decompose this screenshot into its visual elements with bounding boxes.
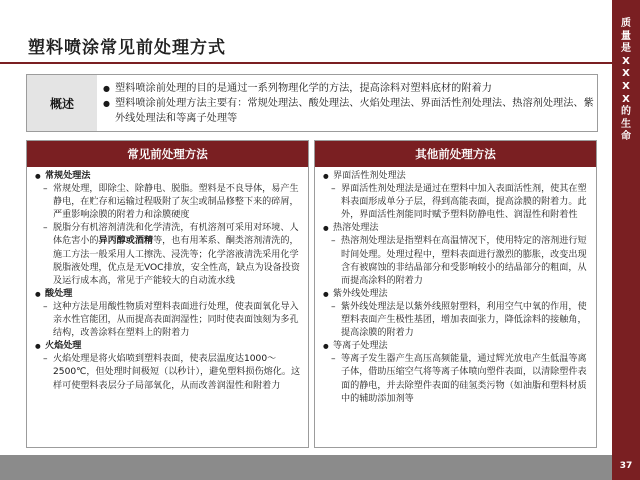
method-title: ● 界面活性剂处理法 (323, 170, 590, 183)
method-desc: – 这种方法是用酸性物质对塑料表面进行处理，使表面氧化导入亲水性官能团，从而提高表面润湿性；同时使表面蚀刻为多孔结构，改善涂料在塑料上的附着力 (35, 301, 302, 340)
desc-text: 脱脂分有机溶剂清洗和化学清洗，有机溶剂可采用对环境、人体危害小的 (53, 223, 299, 247)
side-char: X (622, 55, 630, 67)
overview-box (26, 74, 598, 132)
side-char: 命 (621, 131, 631, 143)
panel-header: 其他前处理方法 (315, 141, 596, 167)
other-methods-panel (314, 140, 597, 448)
overview-label: 概述 (27, 75, 97, 131)
side-char: X (622, 68, 630, 80)
method-title: ● 酸处理 (35, 288, 302, 301)
panel-body (315, 167, 596, 406)
bottom-bar (0, 455, 612, 480)
method-desc: – 界面活性剂处理法是通过在塑料中加入表面活性剂，使其在塑料表面形成单分子层，得到高能表面，提高涂膜的附着力。此外，界面活性剂能同时赋予塑料防静电性、润湿性和附着性 (323, 183, 590, 222)
overview-list (103, 81, 595, 126)
method-title: ● 等离子处理法 (323, 340, 590, 353)
method-desc: – 紫外线处理法是以紫外线照射塑料，利用空气中氧的作用，使塑料表面产生极性基团，增加表面张力，降低涂料的接触角，提高涂膜的附着力 (323, 301, 590, 340)
method-title: ● 火焰处理 (35, 340, 302, 353)
panel-body (27, 167, 308, 393)
side-char: 是 (621, 43, 631, 55)
overview-item: ● 塑料喷涂前处理的目的是通过一系列物理化学的方法，提高涂料对塑料底材的附着力 (103, 81, 595, 96)
side-char: 的 (621, 106, 631, 118)
side-char: 质 (621, 18, 631, 29)
side-char: 生 (621, 118, 631, 130)
side-band (612, 0, 640, 480)
method-title: ● 紫外线处理法 (323, 288, 590, 301)
page-number: 37 (619, 461, 633, 471)
method-title: ● 常规处理法 (35, 170, 302, 183)
common-methods-panel (26, 140, 309, 448)
method-desc: – 常规处理，即除尘、除静电、脱脂。塑料是不良导体，易产生静电，在贮存和运输过程吸附了灰尘或制品修整下来的碎屑，严重影响涂膜的附着力和涂膜硬度 (35, 183, 302, 222)
side-char: X (622, 93, 630, 105)
method-title: ● 热溶处理法 (323, 222, 590, 235)
method-desc: – 火焰处理是将火焰喷到塑料表面，使表层温度达1000～2500℃，但处理时间极短（以秒计），避免塑料损伤熔化。这样可使塑料表层分子局部氧化，从而改善润湿性和附着力 (35, 353, 302, 392)
desc-text: 等，也有用苯系、酮类溶剂清洗的，施工方法一般采用人工擦洗、浸洗等；化学溶液清洗采用化学脱脂液处理，优点是无VOC排放，安全性高，缺点为设备投资及运行成本高，常见于产能较大的自动流水线 (53, 236, 300, 286)
side-vertical-text (612, 18, 640, 144)
page-title: 塑料喷涂常见前处理方式 (28, 38, 226, 58)
title-divider (0, 62, 612, 64)
method-desc: – 等离子发生器产生高压高频能量，通过辉光放电产生低温等离子体，借助压缩空气将等离子体喷向塑件表面，以清除塑件表面的静电，并去除塑件表面的硅氢类污物（如油脂和塑料材质中的辅助添加剂等 (323, 353, 590, 405)
panel-header: 常见前处理方法 (27, 141, 308, 167)
side-char: X (622, 80, 630, 92)
side-char: 量 (621, 30, 631, 42)
overview-item: ● 塑料喷涂前处理方法主要有：常规处理法、酸处理法、火焰处理法、界面活性剂处理法、热溶剂处理法、紫外线处理法和等离子处理等 (103, 96, 595, 126)
method-desc: – 热溶剂处理法是指塑料在高温情况下，使用特定的溶剂进行短时间处理。处理过程中，塑料表面进行激烈的膨胀，改变出现含有被腐蚀的非结晶部分和受影响较小的结晶部分的粗面，从而提高涂料的附着力 (323, 235, 590, 287)
method-desc (35, 222, 302, 287)
highlight-text: 异丙醇或酒精 (98, 236, 154, 247)
header (0, 0, 612, 66)
